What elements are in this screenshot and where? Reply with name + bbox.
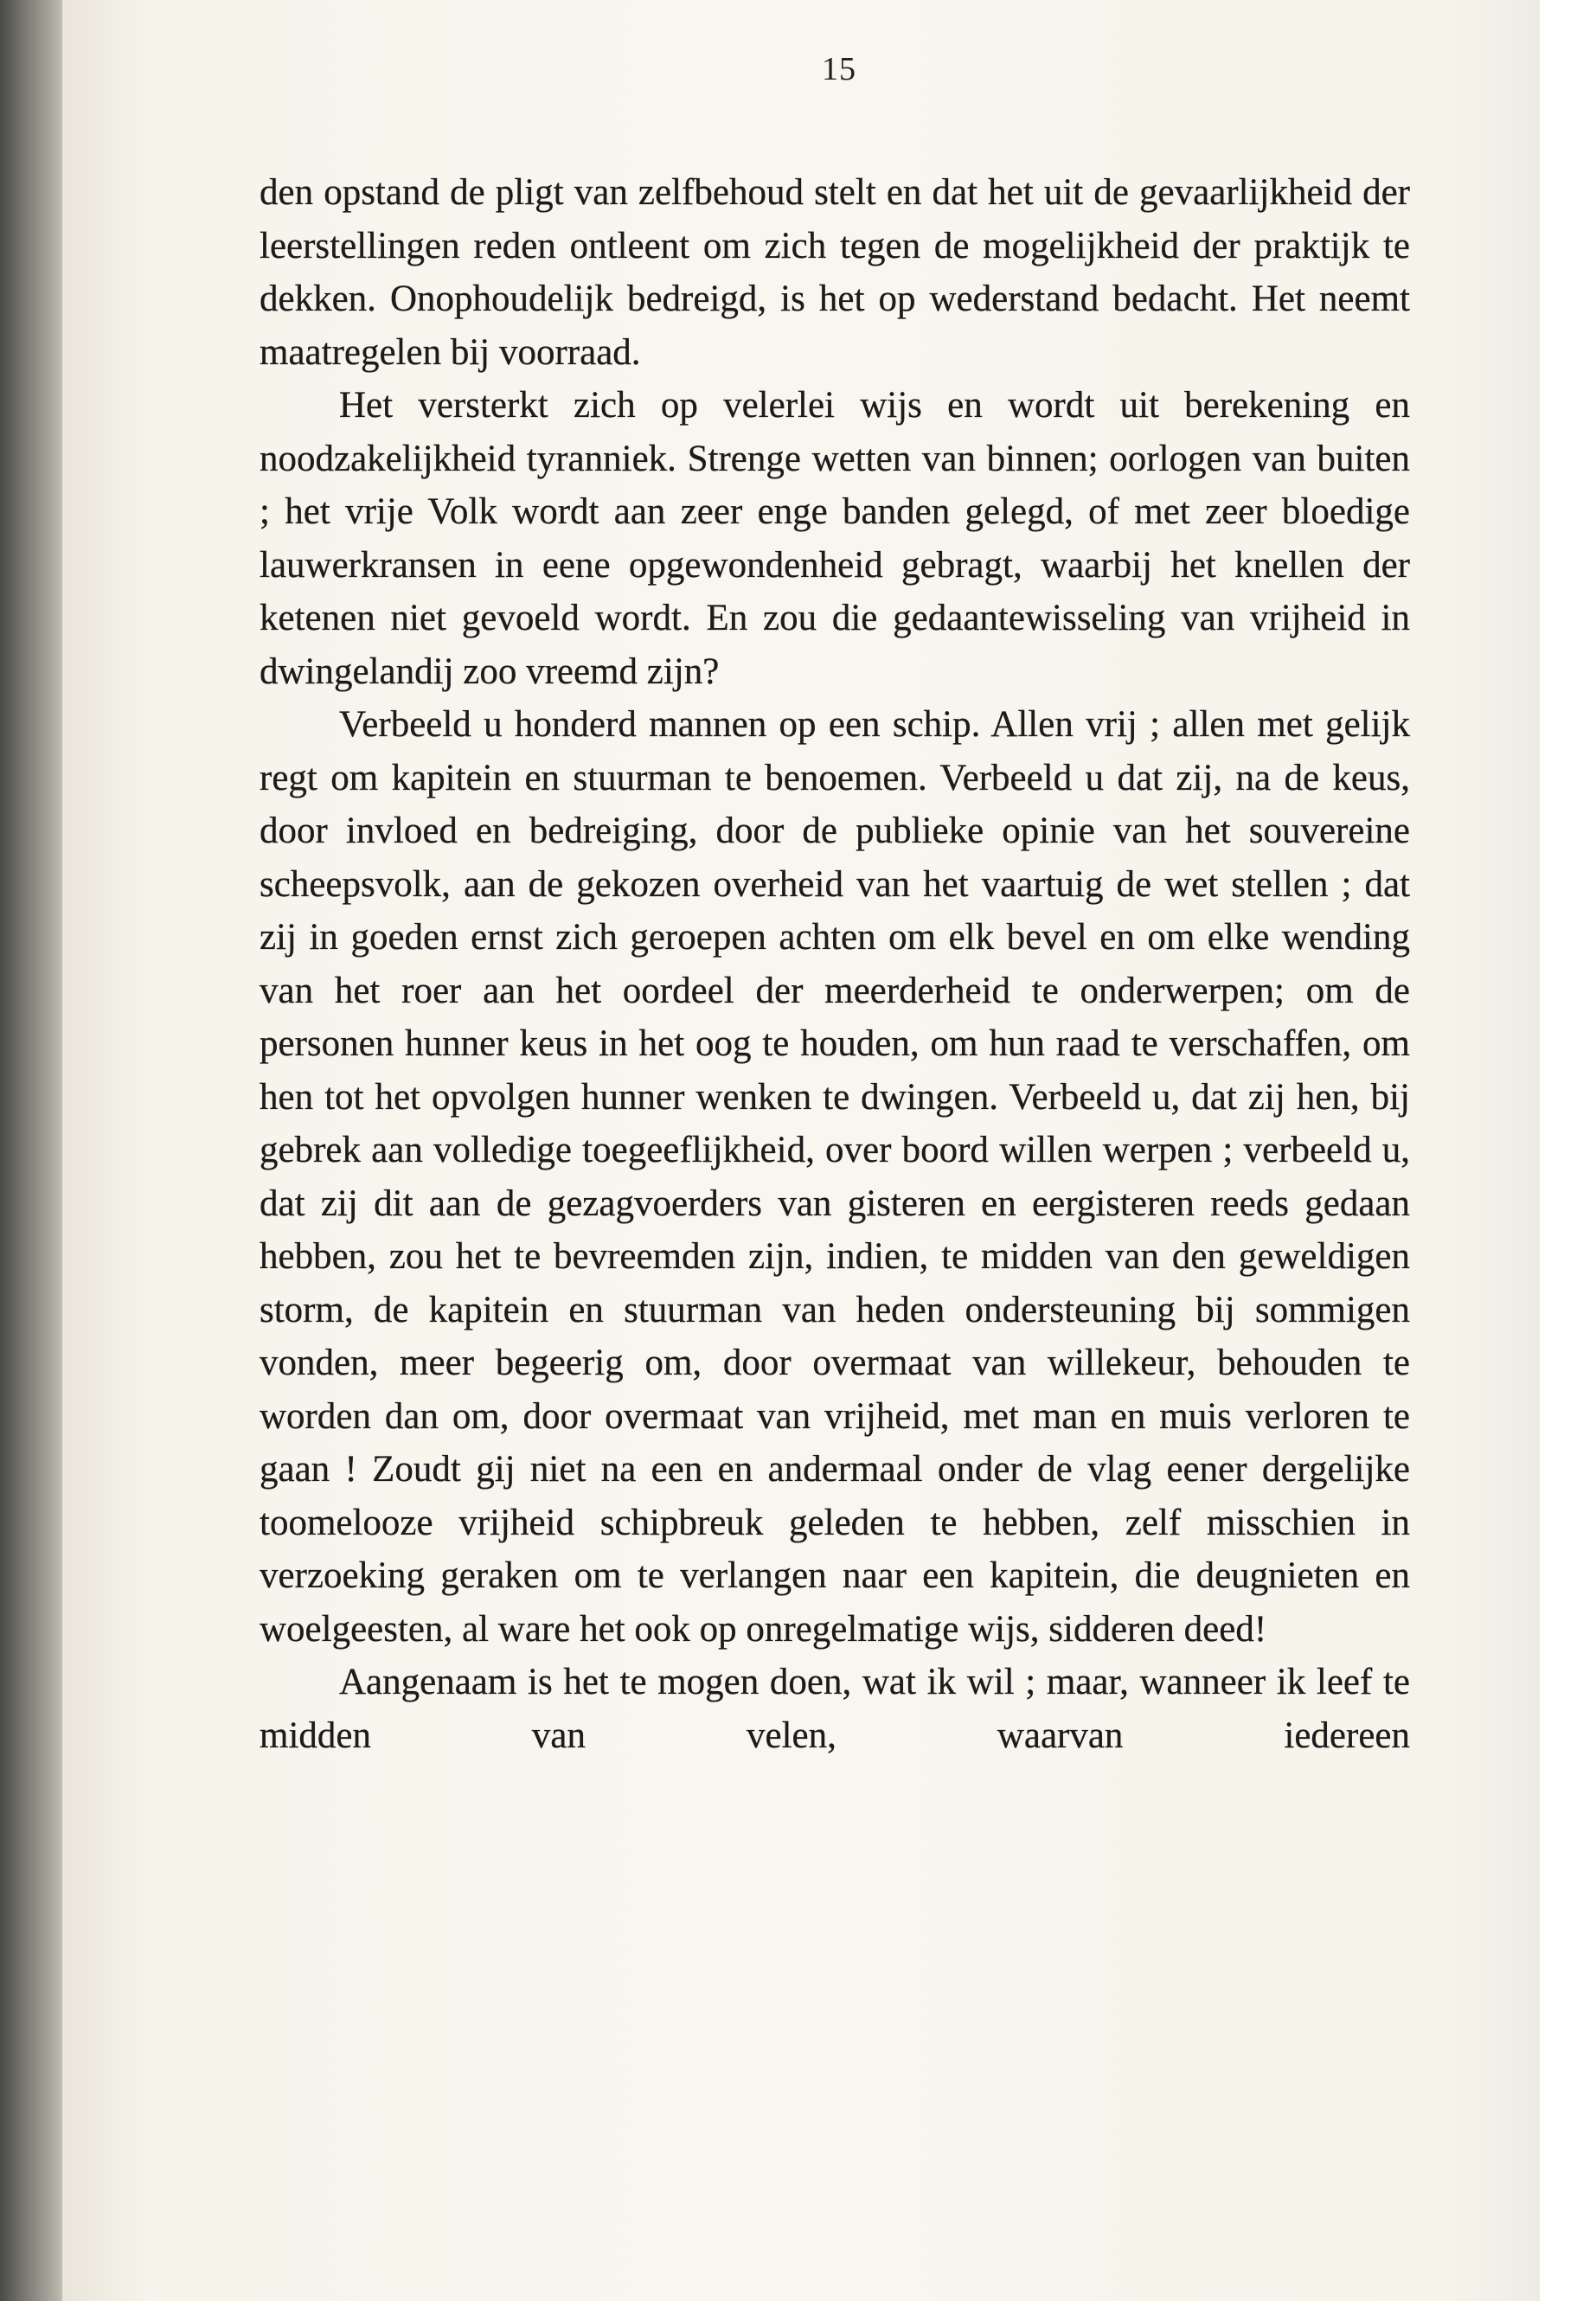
paragraph: Het versterkt zich op velerlei wijs en wordt uit berekening en noodzakelijkheid tyranniek. Strenge wetten van binnen; oorlogen van buiten ; het vrije Volk wordt aan zeer enge banden gelegd, of met zeer bloedige lauwerkransen in eene opgewondenheid gebragt, waarbij het knellen der ketenen niet gevoeld wordt. En zou die gedaantewisseling van vrijheid in dwingelandij zoo vreemd zijn? [260, 385, 1410, 692]
page-number: 15 [822, 51, 856, 87]
paragraph: Verbeeld u honderd mannen op een schip. Allen vrij ; allen met gelijk regt om kapitein en stuurman te benoemen. Verbeeld u dat zij, na de keus, door invloed en bedreiging, door de publieke opinie van het souvereine scheepsvolk, aan de gekozen overheid van het vaartuig de wet stellen ; dat zij in goeden ernst zich geroepen achten om elk bevel en om elke wending van het roer aan het oordeel der meerderheid te onderwerpen; om de personen hunner keus in het oog te houden, om hun raad te verschaffen, om hen tot het opvolgen hunner wenken te dwingen. Verbeeld u, dat zij hen, bij gebrek aan volledige toegeeflijkheid, over boord willen werpen ; verbeeld u, dat zij dit aan de gezagvoerders van gisteren en eergisteren reeds gedaan hebben, zou het te bevreemden zijn, indien, te midden van den geweldigen storm, de kapitein en stuurman van heden ondersteuning bij sommigen vonden, meer begeerig om, door overmaat van willekeur, behouden te worden dan om, door overmaat van vrijheid, met man en muis verloren te gaan ! Zoudt gij niet na een en andermaal onder de vlag eener dergelijke toomelooze vrijheid schipbreuk geleden te hebben, zelf misschien in verzoeking geraken om te verlangen naar een kapitein, die deugnieten en woelgeesten, al ware het ook op onregelmatige wijs, sidderen deed! [260, 704, 1410, 1650]
body-text [260, 166, 1410, 1762]
page-right-margin [1540, 0, 1596, 2301]
paragraph-continued: den opstand de pligt van zelfbehoud stelt en dat het uit de gevaarlijkheid der leerstellingen reden ontleent om zich tegen de mogelijkheid der praktijk te dekken. Onophoudelijk bedreigd, is het op wederstand bedacht. Het neemt maatregelen bij voorraad. [260, 172, 1410, 373]
paragraph: Aangenaam is het te mogen doen, wat ik wil ; maar, wanneer ik leef te midden van velen, waarvan iedereen [260, 1662, 1410, 1756]
